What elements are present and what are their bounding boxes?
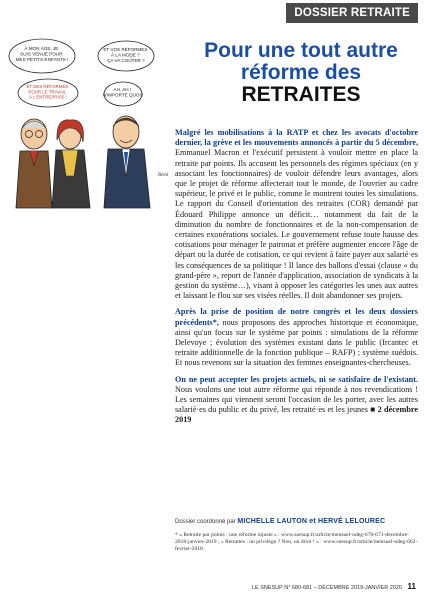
character-man-suit [104, 116, 150, 208]
page-number: 11 [407, 582, 416, 591]
article-body [175, 128, 418, 432]
cartoonist-signature: Rémi [158, 173, 169, 178]
paragraph-2-lead: Après la prise de position de notre congrès et les deux dossiers précédents*, [175, 307, 418, 327]
character-left-man [16, 119, 52, 208]
title-accent: RETRAITES [241, 83, 361, 106]
title-line-2-text: réforme des [240, 61, 362, 84]
character-woman [52, 120, 90, 208]
paragraph-1 [175, 128, 418, 301]
publication-info: LE SNESUP N° 680-681 – DÉCEMBRE 2019-JANVIER 2020 [251, 585, 402, 591]
title-line-2 [186, 62, 416, 106]
section-tag: DOSSIER RETRAITE [286, 3, 418, 23]
credit-prefix: Dossier coordonné par [175, 519, 236, 525]
credit-names: MICHELLE LAUTON et HERVÉ LELOUREC [237, 518, 386, 525]
lead-text: Malgré les mobilisations à la RATP et chez les avocats d'octobre dernier, la grève et les mouvements annoncés à partir du 5 décembre, [175, 128, 418, 148]
article-date: ■ 2 décembre 2019 [175, 405, 418, 425]
paragraph-2 [175, 307, 418, 368]
title-line-1: Pour une tout autre [204, 39, 398, 62]
bubble-1-text: À MON ÂGE, JE SUIS VENUE POUR MES PETITS-ENFANTS ! [15, 46, 69, 62]
paragraph-3-lead: On ne peut accepter les projets actuels, ni se satisfaire de l'existant. [175, 374, 418, 384]
cartoon-illustration [8, 36, 173, 216]
paragraph-3 [175, 375, 418, 426]
page-footer [252, 582, 416, 591]
article-title [186, 40, 416, 106]
paragraph-3-text: Nous voulons une tout autre réforme qui réponde à nos revendications ! Les semaines qui viennent seront l'occasion de les porter, avec les autres salarié·es du public et du privé, les retraité·es et les jeunes [175, 384, 418, 415]
bubble-4-text: AH, AH ! N'IMPORTE QUOI ! [102, 87, 144, 98]
bubble-3-text: ET DES RÉFORMES POUR LE TRAVAIL À L'ENTREPRISE ! [26, 84, 69, 100]
paragraph-2-text: nous proposons des approches historique et économique, ainsi qu'un focus sur le système par points : simulations de la réforme Delevoye ; évolution des systèmes existant dans le public (Ircantec et retraite additionnelle de la fonction publique – RAFP) ; système suédois. Et nous revenons sur la situation des femmes enseignantes-chercheuses. [175, 317, 418, 368]
bubble-2-text: ET VOS RÉFORMES À LA MODE ? ÇA VA COÛTER ? [103, 47, 148, 63]
paragraph-1-text: Emmanuel Macron et l'exécutif persistent à vouloir mettre en place la retraite par points. Ils accusent les personnels des régimes spéciaux (en y associant les fonctionnaires) de vouloir défendre leurs avantages, alors que le projet de réforme affecterait tout le monde, de l'ouvrier au cadre supérieur, le privé et le public, comme le montrent toutes les simulations. Le rapport du Conseil d'orientation des retraites (COR) demandé par Édouard Philippe annonce un déficit… notamment du fait de la diminution du nombre de fonctionnaires et de la non-compensation de certaines exonérations sociales. Le gouvernement refuse toute hausse des cotisations pour ménager le patronat et préfère augmenter encore l'âge de départ ou la durée de cotisation, ce qui revient à faire payer aux salarié·es les conséquences de sa politique ! Il lance des ballons d'essai (clause « du grand-père », report de l'année d'application, association de syndicats à la gestion du système…), visant à opposer les catégories les unes aux autres et laissant le flou sur ses visées réelles. Il doit abandonner ses projets. [175, 148, 418, 301]
footnote-1: * « Retraite par points : une réforme injuste » : www.snesup.fr/article/mensuel-ndeg-670-671-decembre-2018-janvier-2019 ; « Retraites : un privilège ? Non, un droit ! » : www.snesup.fr/article/mensuel-ndeg-662-fevrier-2018. [175, 532, 418, 552]
dossier-credit [175, 518, 418, 525]
footnotes [175, 532, 418, 554]
header-band [0, 0, 424, 28]
